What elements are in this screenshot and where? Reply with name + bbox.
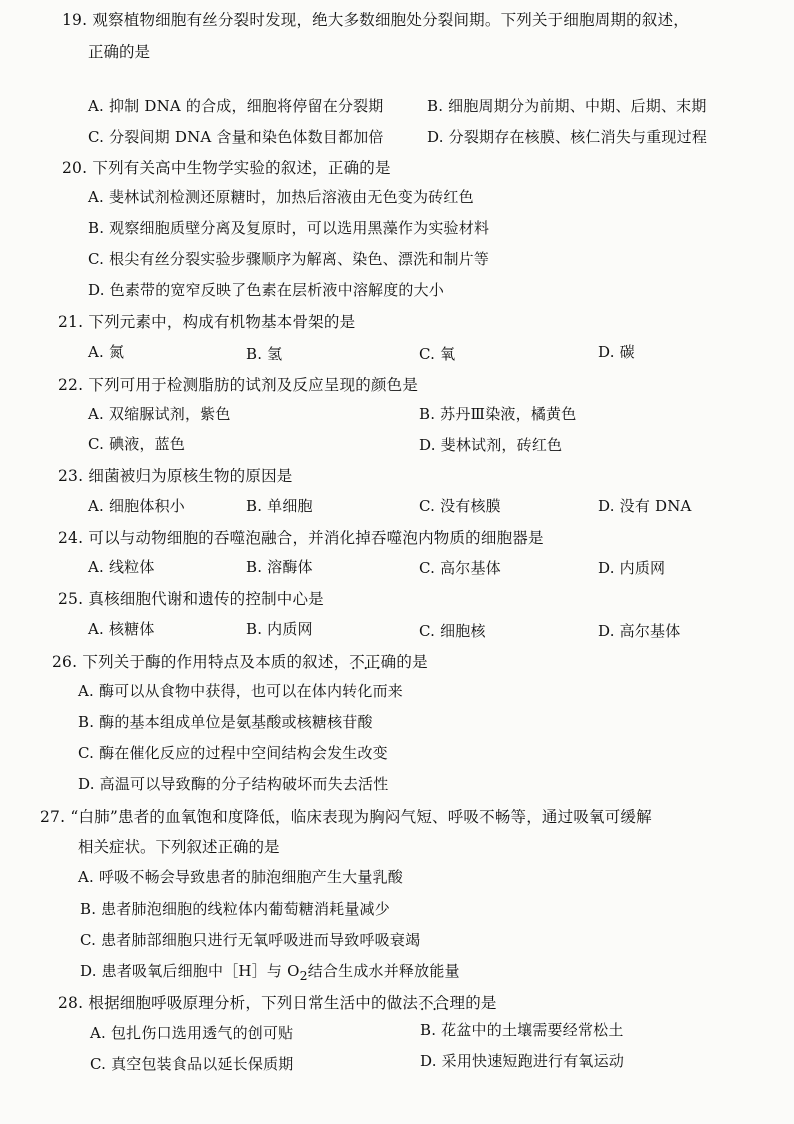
q24-option-d: D. 内质网 bbox=[598, 559, 666, 577]
q28-stem-pre: 28. 根据细胞呼吸原理分析，下列日常生活中的做法 bbox=[58, 994, 419, 1012]
q21-option-a: A. 氮 bbox=[88, 343, 125, 361]
q24-option-b: B. 溶酶体 bbox=[246, 558, 313, 576]
q21-option-c: C. 氧 bbox=[419, 345, 456, 363]
q27-option-d-post: 结合生成水并释放能量 bbox=[307, 962, 460, 980]
q22-option-c: C. 碘液，蓝色 bbox=[88, 435, 186, 453]
q22-option-d: D. 斐林试剂，砖红色 bbox=[419, 436, 563, 454]
q28-option-b: B. 花盆中的土壤需要经常松土 bbox=[420, 1021, 624, 1039]
q25-stem: 25. 真核细胞代谢和遗传的控制中心是 bbox=[58, 590, 324, 608]
q26-stem bbox=[52, 650, 428, 672]
q21-stem: 21. 下列元素中，构成有机物基本骨架的是 bbox=[58, 313, 356, 331]
q24-option-a: A. 线粒体 bbox=[88, 558, 155, 576]
q27-stem: 27. “白肺”患者的血氧饱和度降低，临床表现为胸闷气短、呼吸不畅等，通过吸氧可缓解 bbox=[40, 808, 652, 826]
q27-stem-cont: 相关症状。下列叙述正确的是 bbox=[78, 838, 280, 856]
q25-option-d: D. 高尔基体 bbox=[598, 622, 681, 640]
q28-option-d: D. 采用快速短跑进行有氧运动 bbox=[420, 1052, 625, 1070]
q26-option-c: C. 酶在催化反应的过程中空间结构会发生改变 bbox=[78, 744, 388, 762]
q23-option-a: A. 细胞体积小 bbox=[88, 497, 185, 515]
q19-option-c: C. 分裂间期 DNA 含量和染色体数目都加倍 bbox=[88, 128, 384, 146]
q22-stem: 22. 下列可用于检测脂肪的试剂及反应呈现的颜色是 bbox=[58, 376, 419, 394]
q24-stem: 24. 可以与动物细胞的吞噬泡融合，并消化掉吞噬泡内物质的细胞器是 bbox=[58, 529, 544, 547]
q28-option-a: A. 包扎伤口选用透气的创可贴 bbox=[90, 1024, 294, 1042]
q25-option-a: A. 核糖体 bbox=[88, 620, 155, 638]
q19-option-a: A. 抑制 DNA 的合成，细胞将停留在分裂期 bbox=[88, 97, 384, 115]
q19-stem: 19. 观察植物细胞有丝分裂时发现，绝大多数细胞处分裂间期。下列关于细胞周期的叙述， bbox=[62, 11, 689, 29]
q24-option-c: C. 高尔基体 bbox=[419, 559, 501, 577]
q25-option-c: C. 细胞核 bbox=[419, 622, 486, 640]
q28-stem bbox=[58, 991, 497, 1013]
q20-option-d: D. 色素带的宽窄反映了色素在层析液中溶解度的大小 bbox=[88, 281, 445, 299]
q26-stem-pre: 26. 下列关于酶的作用特点及本质的叙述， bbox=[52, 653, 350, 671]
q23-stem: 23. 细菌被归为原核生物的原因是 bbox=[58, 467, 293, 485]
q28-option-c: C. 真空包装食品以延长保质期 bbox=[90, 1055, 294, 1073]
q26-stem-emphasis: 不正确 • • • bbox=[349, 650, 396, 672]
q27-option-a: A. 呼吸不畅会导致患者的肺泡细胞产生大量乳酸 bbox=[78, 868, 403, 886]
q22-option-b: B. 苏丹Ⅲ染液，橘黄色 bbox=[419, 405, 577, 423]
q20-option-c: C. 根尖有丝分裂实验步骤顺序为解离、染色、漂洗和制片等 bbox=[88, 250, 490, 268]
q27-option-b: B. 患者肺泡细胞的线粒体内葡萄糖消耗量减少 bbox=[80, 900, 390, 918]
q26-option-b: B. 酶的基本组成单位是氨基酸或核糖核苷酸 bbox=[78, 713, 373, 731]
q23-option-b: B. 单细胞 bbox=[246, 497, 313, 515]
q22-option-a: A. 双缩脲试剂，紫色 bbox=[88, 405, 231, 423]
q20-option-a: A. 斐林试剂检测还原糖时，加热后溶液由无色变为砖红色 bbox=[88, 188, 474, 206]
q19-option-b: B. 细胞周期分为前期、中期、后期、末期 bbox=[427, 97, 707, 115]
q26-stem-post: 的是 bbox=[396, 653, 428, 671]
q21-option-d: D. 碳 bbox=[598, 343, 635, 361]
q21-option-b: B. 氢 bbox=[246, 345, 283, 363]
q27-option-d bbox=[80, 960, 460, 983]
q19-stem-cont: 正确的是 bbox=[88, 43, 151, 61]
q27-option-d-sub: 2 bbox=[299, 968, 308, 983]
q25-option-b: B. 内质网 bbox=[246, 620, 313, 638]
q20-stem: 20. 下列有关高中生物学实验的叙述，正确的是 bbox=[62, 159, 391, 177]
q26-option-a: A. 酶可以从食物中获得，也可以在体内转化而来 bbox=[78, 682, 403, 700]
q28-stem-post: 的是 bbox=[465, 994, 497, 1012]
q23-option-c: C. 没有核膜 bbox=[419, 497, 501, 515]
q19-option-d: D. 分裂期存在核膜、核仁消失与重现过程 bbox=[427, 128, 708, 146]
q28-stem-emphasis: 不合理 • • • bbox=[418, 991, 465, 1013]
q27-option-c: C. 患者肺部细胞只进行无氧呼吸进而导致呼吸衰竭 bbox=[80, 931, 421, 949]
q27-option-d-pre: D. 患者吸氧后细胞中［H］与 O bbox=[80, 962, 300, 980]
q23-option-d: D. 没有 DNA bbox=[598, 497, 692, 515]
q20-option-b: B. 观察细胞质壁分离及复原时，可以选用黑藻作为实验材料 bbox=[88, 219, 490, 237]
q26-option-d: D. 高温可以导致酶的分子结构破坏而失去活性 bbox=[78, 775, 389, 793]
